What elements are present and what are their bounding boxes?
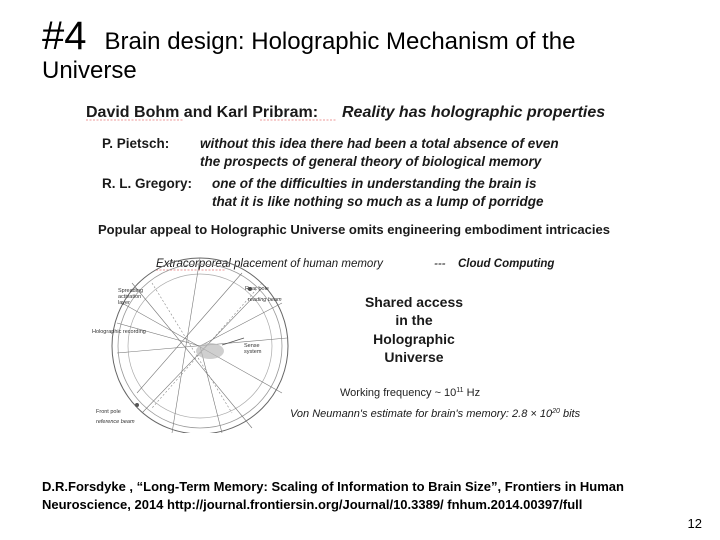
quote1-line1: without this idea there had been a total absence of even	[200, 136, 559, 151]
label-reading-beam: reading beam	[248, 297, 282, 303]
label-front-pole: Front pole	[96, 409, 121, 415]
citation	[42, 478, 692, 514]
slide-title	[42, 14, 682, 84]
label-spreading: Spreading	[118, 288, 144, 294]
quote2-name: R. L. Gregory:	[102, 176, 193, 191]
shared-access-line3: Holographic	[373, 331, 455, 347]
label-activation: activation	[118, 294, 142, 300]
quote2-line1: one of the difficulties in understanding the brain is	[212, 176, 537, 191]
label-sense: Sense	[244, 343, 260, 349]
shared-access-line2: in the	[395, 312, 433, 328]
quote2-line2: that it is like nothing so much as a lump of porridge	[212, 194, 544, 209]
von-neumann-estimate: Von Neumann's estimate for brain's memory: $2.8 \times 10^{20}$ bits	[290, 408, 581, 420]
quote1-name: P. Pietsch:	[102, 136, 170, 151]
shared-access-line4: Universe	[384, 349, 444, 365]
holographic-diagram	[92, 258, 288, 433]
label-holographic-recording: Holographic recording	[92, 329, 146, 335]
cloud-computing-text: Cloud Computing	[458, 258, 555, 270]
shared-access-line1: Shared access	[364, 294, 464, 310]
figure-image	[82, 93, 622, 433]
working-frequency: Working frequency ~ $10^{11}$ Hz	[340, 387, 481, 399]
figure-heading-right: Reality has holographic properties	[342, 104, 606, 121]
page-number: 12	[687, 516, 702, 531]
extracorporeal-text: Extracorporeal placement of human memory	[156, 258, 383, 270]
title-line-2: Universe	[42, 57, 137, 84]
citation-line-2: Neuroscience, 2014 http://journal.frontiersin.org/Journal/10.3389/ fnhum.2014.00397/full	[42, 497, 583, 512]
slide-number: #4	[42, 14, 87, 58]
citation-line-1: D.R.Forsdyke , “Long-Term Memory: Scaling of Information to Brain Size”, Frontiers in Human	[42, 479, 624, 494]
label-reference-beam: reference beam	[96, 419, 135, 425]
sense-system-blob	[196, 343, 224, 359]
sense-arrow	[222, 338, 244, 345]
label-system: system	[244, 349, 262, 355]
front-pole-dot	[135, 403, 139, 407]
extracorporeal-separator: ---	[434, 258, 446, 270]
title-line-1: Brain design: Holographic Mechanism of the	[104, 28, 576, 55]
popular-appeal-text: Popular appeal to Holographic Universe omits engineering embodiment intricacies	[98, 222, 610, 237]
figure-heading-left: David Bohm and Karl Pribram:	[86, 104, 319, 121]
quote1-line2: the prospects of general theory of biological memory	[200, 154, 542, 169]
label-rear-pole: Rear pole	[245, 286, 269, 292]
label-layer: layer	[118, 300, 130, 306]
